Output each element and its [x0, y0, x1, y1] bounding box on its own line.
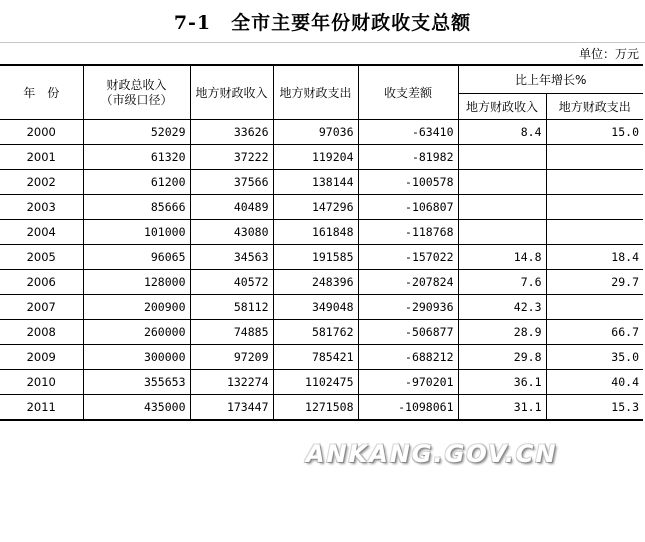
cell-local-expenditure: 138144 — [273, 170, 358, 195]
cell-local-expenditure: 349048 — [273, 295, 358, 320]
cell-year: 2010 — [0, 370, 83, 395]
header-growth-revenue: 地方财政收入 — [458, 94, 546, 120]
cell-balance: -118768 — [358, 220, 458, 245]
finance-table — [0, 64, 643, 421]
cell-local-revenue: 43080 — [190, 220, 273, 245]
cell-balance: -290936 — [358, 295, 458, 320]
cell-balance: -207824 — [358, 270, 458, 295]
cell-growth-expenditure — [546, 170, 643, 195]
watermark-logo: ANKANG.GOV.CN — [306, 440, 558, 468]
cell-growth-revenue: 31.1 — [458, 395, 546, 421]
cell-balance: -506877 — [358, 320, 458, 345]
header-growth-group: 比上年增长% — [458, 65, 643, 94]
cell-growth-revenue: 8.4 — [458, 120, 546, 145]
cell-local-expenditure: 147296 — [273, 195, 358, 220]
cell-year: 2000 — [0, 120, 83, 145]
cell-balance: -157022 — [358, 245, 458, 270]
header-year: 年 份 — [0, 65, 83, 120]
table-row — [0, 295, 643, 320]
cell-balance: -970201 — [358, 370, 458, 395]
cell-local-revenue: 37566 — [190, 170, 273, 195]
cell-total-revenue: 200900 — [83, 295, 190, 320]
cell-growth-revenue: 14.8 — [458, 245, 546, 270]
cell-local-expenditure: 581762 — [273, 320, 358, 345]
table-row — [0, 345, 643, 370]
table-row — [0, 270, 643, 295]
cell-growth-revenue: 7.6 — [458, 270, 546, 295]
table-row — [0, 145, 643, 170]
cell-local-revenue: 173447 — [190, 395, 273, 421]
page-title: 7-1 全市主要年份财政收支总额 — [173, 12, 472, 34]
cell-balance: -688212 — [358, 345, 458, 370]
cell-total-revenue: 61200 — [83, 170, 190, 195]
cell-growth-expenditure — [546, 220, 643, 245]
cell-balance: -106807 — [358, 195, 458, 220]
cell-local-revenue: 34563 — [190, 245, 273, 270]
unit-label: 单位：万元 — [578, 47, 639, 61]
cell-year: 2003 — [0, 195, 83, 220]
cell-year: 2006 — [0, 270, 83, 295]
cell-balance: -81982 — [358, 145, 458, 170]
header-row-1 — [0, 65, 643, 94]
cell-total-revenue: 101000 — [83, 220, 190, 245]
cell-total-revenue: 52029 — [83, 120, 190, 145]
cell-local-revenue: 97209 — [190, 345, 273, 370]
cell-local-expenditure: 1102475 — [273, 370, 358, 395]
header-local-expenditure: 地方财政支出 — [273, 65, 358, 120]
cell-local-expenditure: 191585 — [273, 245, 358, 270]
cell-growth-expenditure — [546, 145, 643, 170]
cell-year: 2001 — [0, 145, 83, 170]
cell-total-revenue: 260000 — [83, 320, 190, 345]
header-total-revenue-line2: （市级口径） — [100, 92, 173, 107]
cell-total-revenue: 128000 — [83, 270, 190, 295]
header-balance: 收支差额 — [358, 65, 458, 120]
table-row — [0, 220, 643, 245]
header-local-revenue: 地方财政收入 — [190, 65, 273, 120]
cell-growth-expenditure: 66.7 — [546, 320, 643, 345]
cell-total-revenue: 355653 — [83, 370, 190, 395]
cell-growth-revenue — [458, 195, 546, 220]
header-growth-expenditure: 地方财政支出 — [546, 94, 643, 120]
cell-growth-expenditure: 15.0 — [546, 120, 643, 145]
header-total-revenue-line1: 财政总收入 — [106, 77, 167, 92]
cell-growth-expenditure: 18.4 — [546, 245, 643, 270]
cell-growth-expenditure — [546, 195, 643, 220]
cell-growth-expenditure: 35.0 — [546, 345, 643, 370]
cell-local-revenue: 40489 — [190, 195, 273, 220]
header-total-revenue — [83, 65, 190, 120]
cell-year: 2004 — [0, 220, 83, 245]
cell-year: 2007 — [0, 295, 83, 320]
cell-local-expenditure: 161848 — [273, 220, 358, 245]
cell-total-revenue: 96065 — [83, 245, 190, 270]
cell-year: 2002 — [0, 170, 83, 195]
cell-local-expenditure: 1271508 — [273, 395, 358, 421]
table-row — [0, 370, 643, 395]
cell-local-expenditure: 97036 — [273, 120, 358, 145]
cell-year: 2009 — [0, 345, 83, 370]
cell-local-revenue: 33626 — [190, 120, 273, 145]
table-row — [0, 395, 643, 421]
cell-growth-revenue: 29.8 — [458, 345, 546, 370]
table-row — [0, 120, 643, 145]
cell-local-revenue: 132274 — [190, 370, 273, 395]
cell-year: 2008 — [0, 320, 83, 345]
cell-local-revenue: 40572 — [190, 270, 273, 295]
cell-total-revenue: 61320 — [83, 145, 190, 170]
cell-balance: -63410 — [358, 120, 458, 145]
cell-growth-revenue: 28.9 — [458, 320, 546, 345]
cell-balance: -100578 — [358, 170, 458, 195]
cell-total-revenue: 85666 — [83, 195, 190, 220]
cell-growth-revenue — [458, 170, 546, 195]
table-row — [0, 320, 643, 345]
cell-growth-revenue: 42.3 — [458, 295, 546, 320]
table-row — [0, 170, 643, 195]
table-row — [0, 245, 643, 270]
title-row — [0, 0, 645, 43]
cell-year: 2005 — [0, 245, 83, 270]
cell-growth-expenditure: 29.7 — [546, 270, 643, 295]
cell-growth-revenue — [458, 145, 546, 170]
table-row — [0, 195, 643, 220]
cell-growth-expenditure: 15.3 — [546, 395, 643, 421]
cell-local-revenue: 37222 — [190, 145, 273, 170]
cell-local-revenue: 58112 — [190, 295, 273, 320]
cell-year: 2011 — [0, 395, 83, 421]
cell-growth-expenditure — [546, 295, 643, 320]
cell-total-revenue: 300000 — [83, 345, 190, 370]
unit-row — [0, 42, 645, 64]
cell-growth-revenue — [458, 220, 546, 245]
cell-local-expenditure: 248396 — [273, 270, 358, 295]
cell-total-revenue: 435000 — [83, 395, 190, 421]
cell-local-expenditure: 785421 — [273, 345, 358, 370]
cell-local-expenditure: 119204 — [273, 145, 358, 170]
cell-balance: -1098061 — [358, 395, 458, 421]
cell-growth-revenue: 36.1 — [458, 370, 546, 395]
cell-local-revenue: 74885 — [190, 320, 273, 345]
cell-growth-expenditure: 40.4 — [546, 370, 643, 395]
